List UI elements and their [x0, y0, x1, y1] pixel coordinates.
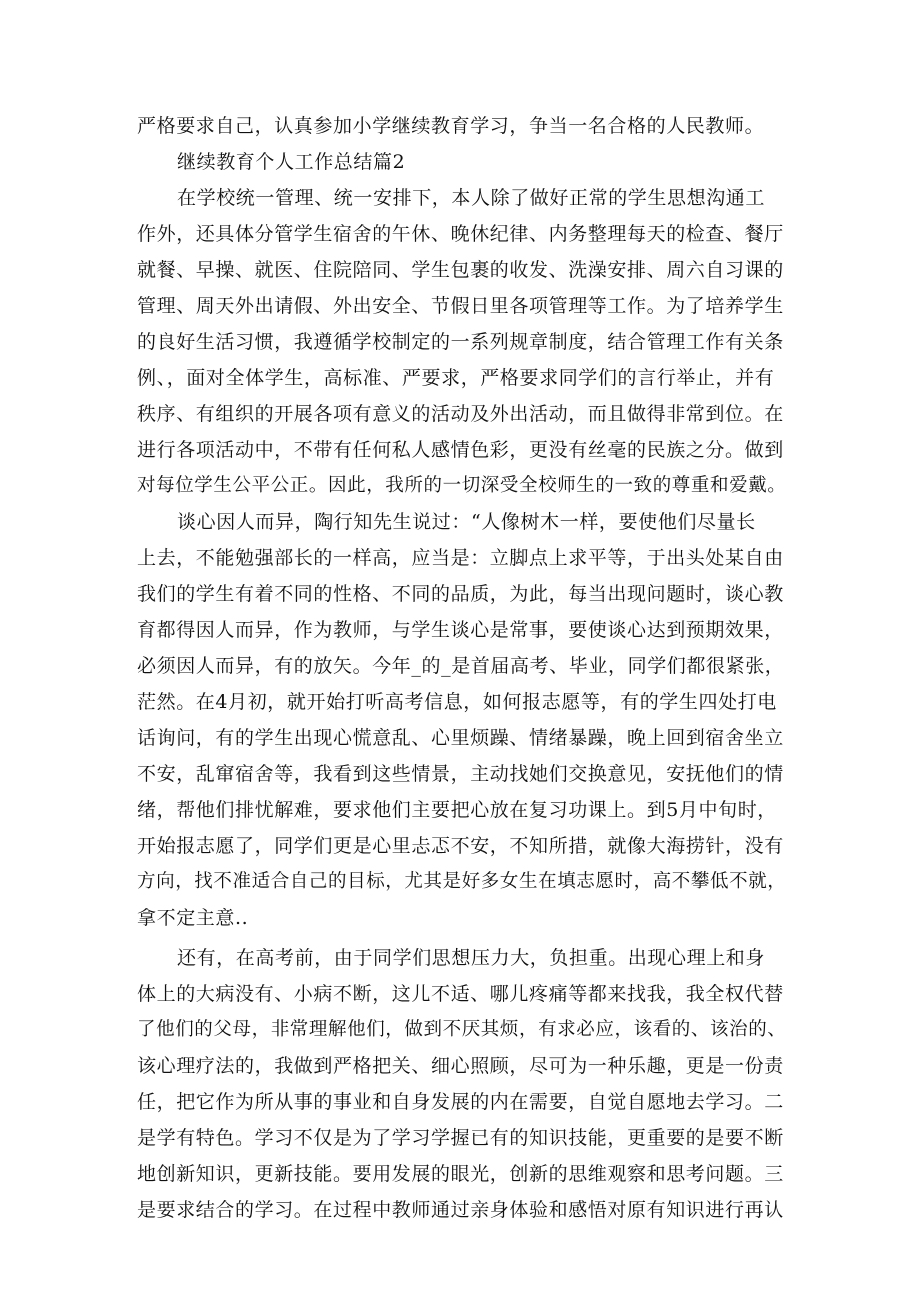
text-line: 方向，找不准适合自己的目标，尤其是好多女生在填志愿时，高不攀低不就，: [137, 871, 787, 892]
text-line: 谈心因人而异，陶行知先生说过：“人像树木一样，要使他们尽量长: [177, 511, 756, 533]
text-line: 开始报志愿了，同学们更是心里忐忑不安，不知所措，就像大海捞针，没有: [137, 835, 784, 857]
text-line: 对每位学生公平公正。因此，我所的一切深受全校师生的一致的尊重和爱戴。: [137, 475, 787, 496]
text-line: 上去，不能勉强部长的一样高，应当是：立脚点上求平等，于出头处某自由: [137, 547, 784, 569]
text-line: 必须因人而异，有的放矢。今年_的_是首届高考、毕业，同学们都很紧张，: [137, 655, 785, 677]
text-line: 严格要求自己，认真参加小学继续教育学习，争当一名合格的人民教师。: [137, 115, 765, 137]
text-line: 绪，帮他们排忧解难，要求他们主要把心放在复习功课上。到5月中旬时，: [137, 799, 777, 821]
text-line: 管理、周天外出请假、外出安全、节假日里各项管理等工作。为了培养学生: [137, 295, 784, 317]
section-heading: 继续教育个人工作总结篇2: [177, 151, 406, 173]
text-line: 地创新知识，更新技能。要用发展的眼光，创新的思维观察和思考问题。三: [137, 1163, 784, 1185]
text-line: 例、，面对全体学生，高标准、严要求，严格要求同学们的言行举止，并有: [137, 367, 775, 389]
text-line: 就餐、早操、就医、住院陪同、学生包裹的收发、洗澡安排、周六自习课的: [137, 259, 784, 281]
text-line: 育都得因人而异，作为教师，与学生谈心是常事，要使谈心达到预期效果，: [137, 619, 784, 641]
text-line: 在学校统一管理、统一安排下，本人除了做好正常的学生思想沟通工: [177, 187, 766, 209]
text-line: 任，把它作为所从事的事业和自身发展的内在需要，自觉自愿地去学习。二: [137, 1091, 784, 1113]
text-line: 是要求结合的学习。在过程中教师通过亲身体验和感悟对原有知识进行再认: [137, 1199, 784, 1221]
text-line: 进行各项活动中，不带有任何私人感情色彩，更没有丝毫的民族之分。做到: [137, 439, 784, 461]
text-line: 茫然。在4月初，就开始打听高考信息，如何报志愿等，有的学生四处打电: [137, 691, 777, 713]
text-line: 不安，乱窜宿舍等，我看到这些情景，主动找她们交换意见，安抚他们的情: [137, 763, 784, 785]
text-line: 话询问，有的学生出现心慌意乱、心里烦躁、情绪暴躁，晚上回到宿舍坐立: [137, 727, 784, 749]
text-line: 作外，还具体分管学生宿舍的午休、晚休纪律、内务整理每天的检查、餐厅: [137, 223, 784, 245]
text-line: 该心理疗法的，我做到严格把关、细心照顾，尽可为一种乐趣，更是一份责: [137, 1055, 784, 1077]
text-line: 的良好生活习惯，我遵循学校制定的一系列规章制度，结合管理工作有关条: [137, 331, 784, 353]
text-line: 还有，在高考前，由于同学们思想压力大，负担重。出现心理上和身: [177, 947, 766, 969]
text-line: 体上的大病没有、小病不断，这儿不适、哪儿疼痛等都来找我，我全权代替: [137, 983, 784, 1005]
text-line: 秩序、有组织的开展各项有意义的活动及外出活动，而且做得非常到位。在: [137, 403, 784, 425]
text-line: 是学有特色。学习不仅是为了学习学握已有的知识技能，更重要的是要不断: [137, 1127, 784, 1149]
text-line: 我们的学生有着不同的性格、不同的品质，为此，每当出现问题时，谈心教: [137, 583, 784, 605]
text-line: 了他们的父母，非常理解他们，做到不厌其烦，有求必应，该看的、该治的、: [137, 1019, 787, 1040]
text-line: 拿不定主意..: [137, 907, 249, 929]
